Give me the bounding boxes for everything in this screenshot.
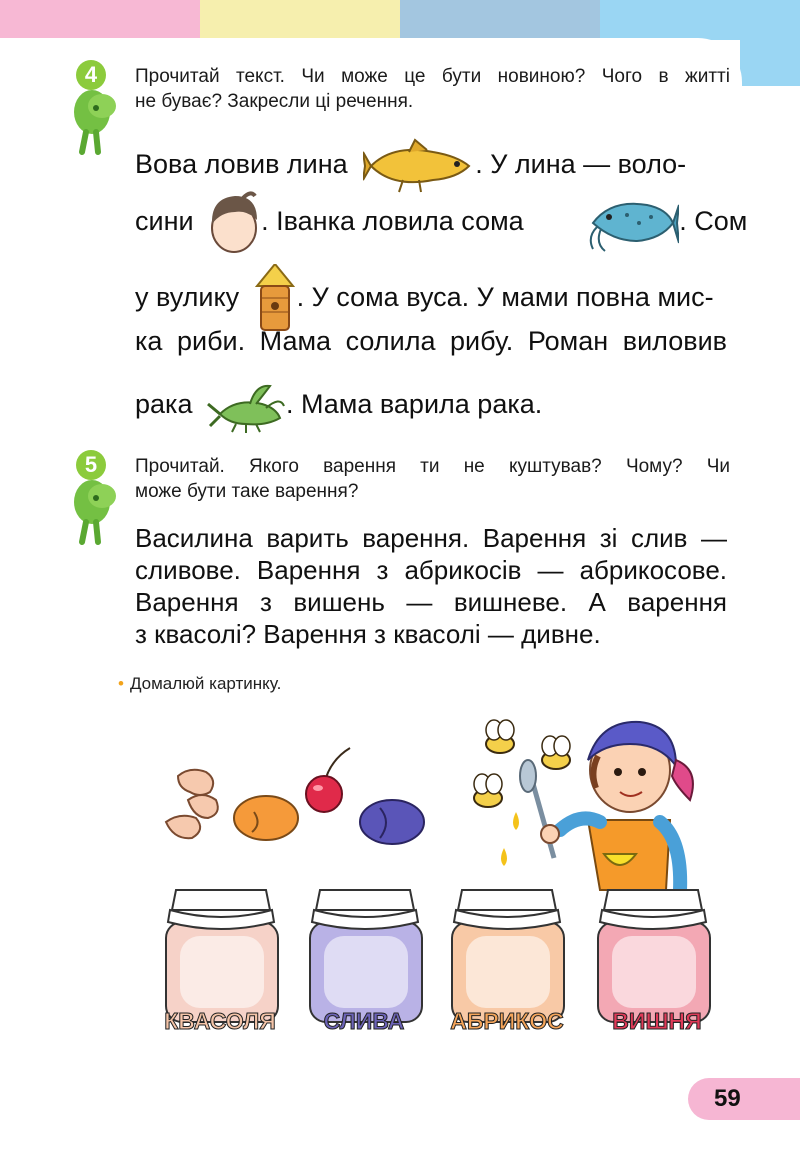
page-number: 59: [688, 1078, 800, 1120]
story-text: ка риби. Мама солила рибу. Роман виловив: [135, 326, 727, 356]
beehive-icon: [253, 264, 297, 334]
task-4-instruction: [135, 64, 730, 114]
jar-label-slyva: СЛИВА: [323, 1008, 405, 1034]
bullet-dot-icon: •: [118, 674, 124, 693]
jar-label-vyshnia: ВИШНЯ: [612, 1008, 702, 1034]
bullet-text: Домалюй картинку.: [129, 674, 282, 693]
jar-label-abrykos: АБРИКОС: [450, 1008, 564, 1034]
beans-icon: [166, 770, 218, 838]
instruction-line: Прочитай. Якого варення ти не куштував? Чому? Чи: [135, 456, 730, 477]
bee-icon: [486, 720, 514, 753]
catfish-icon: [587, 193, 679, 253]
jar-icon: [598, 890, 710, 1022]
task-5-badge: [72, 450, 120, 546]
story-text: . У сома вуса. У мами повна мис-: [296, 282, 714, 313]
bar-yellow: [200, 0, 400, 40]
jar-icon: [452, 890, 564, 1022]
story-line-5: [135, 378, 542, 434]
apricot-icon: [234, 796, 298, 840]
paragraph-line: Варення з вишень — вишневе. А варення: [135, 587, 727, 617]
story-line-1: [135, 138, 686, 194]
task-5-paragraph: [135, 522, 727, 650]
instruction-line: Прочитай текст. Чи може це бути новиною? Чого в житті: [135, 66, 730, 87]
story-line-3: [135, 264, 714, 334]
bar-lightblue: [600, 0, 800, 40]
story-text: . Іванка ловила сома: [261, 206, 524, 237]
jam-illustration: [0, 700, 800, 1050]
bee-icon: [542, 736, 570, 769]
top-color-bar: [0, 0, 800, 40]
instruction-line: не буває? Закресли ці речення.: [135, 91, 414, 112]
paragraph-line: Василина варить варення. Варення зі слив —: [135, 523, 727, 553]
jar-icon: [310, 890, 422, 1022]
story-text: Вова ловив лина: [135, 149, 348, 180]
plum-icon: [360, 800, 424, 844]
crayfish-icon: [206, 378, 286, 434]
story-text: . Мама варила рака.: [285, 389, 543, 420]
story-text: рака: [135, 389, 193, 420]
story-text: . Сом: [679, 206, 748, 237]
bullet-instruction: [118, 674, 281, 694]
cherry-icon: [306, 748, 350, 812]
paragraph-line: з квасолі? Варення з квасолі — дивне.: [135, 619, 601, 649]
task-4-badge: [72, 60, 120, 156]
task-number: 5: [76, 450, 106, 480]
story-line-2: [135, 190, 748, 256]
story-text: сини: [135, 206, 194, 237]
jar-label-kvasolia: КВАСОЛЯ: [164, 1008, 276, 1034]
instruction-line: може бути таке варення?: [135, 481, 359, 502]
task-number: 4: [76, 60, 106, 90]
story-text: у вулику: [135, 282, 240, 313]
paragraph-line: сливове. Варення з абрикосів — абрикосове.: [135, 555, 727, 585]
fish-icon: [363, 138, 475, 194]
story-line-4: [135, 326, 727, 357]
bee-icon: [474, 774, 502, 807]
bar-blue: [400, 0, 600, 40]
story-text: . У лина — воло-: [475, 149, 687, 180]
task-5-instruction: [135, 454, 730, 504]
bar-pink: [0, 0, 200, 40]
right-tab: [740, 40, 800, 86]
head-icon: [207, 190, 261, 256]
honey-drop-icon: [513, 812, 519, 830]
honey-drop-icon: [501, 848, 507, 866]
jar-icon: [166, 890, 278, 1022]
